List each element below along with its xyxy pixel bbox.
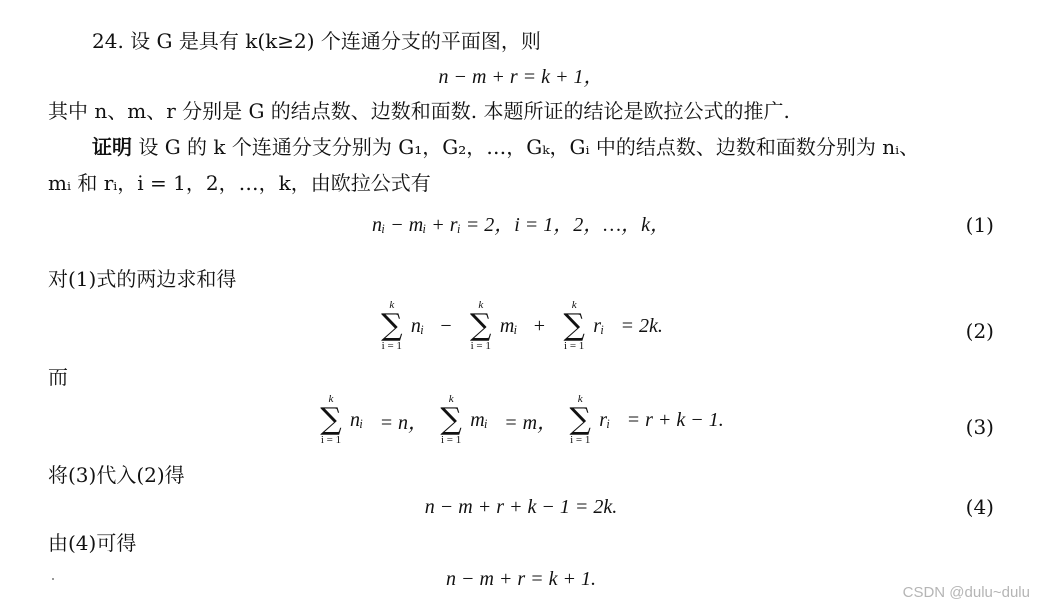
- op-minus: −: [440, 314, 452, 337]
- text-and: 而: [48, 365, 68, 389]
- op-plus: +: [533, 314, 546, 337]
- problem-formula: n − m + r = k + 1，: [438, 66, 604, 88]
- text-sum-both-sides: 对(1)式的两边求和得: [48, 267, 237, 291]
- equation-5: n − m + r = k + 1.: [445, 568, 597, 590]
- equation-2-rhs: = 2k.: [620, 314, 663, 337]
- equation-3-rhs-m: = m，: [504, 411, 558, 434]
- equation-4: n − m + r + k − 1 = 2k.: [424, 496, 618, 518]
- equation-3-rhs-n: = n，: [379, 411, 429, 434]
- term-n: nᵢ: [350, 408, 364, 431]
- watermark: CSDN @dulu~dulu: [902, 584, 1030, 601]
- text-conclude: 由(4)可得: [48, 531, 137, 555]
- equation-2-number: (2): [965, 319, 994, 343]
- equation-4-number: (4): [965, 495, 994, 519]
- summation-m: k ∑ i = 1: [470, 299, 492, 352]
- term-m: mᵢ: [499, 314, 518, 337]
- proof-text-1: 设 G 的 k 个连通分支分别为 G₁，G₂，…，Gₖ，Gᵢ 中的结点数、边数和面数分别为 nᵢ、: [138, 135, 920, 159]
- term-r: rᵢ: [599, 408, 611, 431]
- summation-m: k ∑ i = 1: [440, 393, 462, 446]
- term-n: nᵢ: [410, 314, 425, 337]
- proof-label: 证明: [92, 135, 132, 159]
- summation-n: k ∑ i = 1: [320, 393, 342, 446]
- problem-statement-line-2: 其中 n、m、r 分别是 G 的结点数、边数和面数. 本题所证的结论是欧拉公式的推广.: [48, 99, 790, 123]
- proof-line-2: mᵢ 和 rᵢ，i = 1，2，…，k，由欧拉公式有: [48, 171, 431, 195]
- equation-3-number: (3): [965, 415, 994, 439]
- equation-1: nᵢ − mᵢ + rᵢ = 2，i = 1，2，…，k，: [372, 214, 670, 236]
- scan-speck: [52, 578, 54, 580]
- term-r: rᵢ: [593, 314, 605, 337]
- summation-r: k ∑ i = 1: [563, 299, 585, 352]
- summation-n: k ∑ i = 1: [381, 299, 403, 352]
- equation-2: [0, 300, 1042, 352]
- term-m: mᵢ: [470, 408, 488, 431]
- summation-r: k ∑ i = 1: [569, 393, 591, 446]
- problem-statement: 设 G 是具有 k(k≥2) 个连通分支的平面图，则: [130, 29, 541, 53]
- equation-3-rhs-r: = r + k − 1.: [626, 408, 724, 431]
- text-substitute: 将(3)代入(2)得: [48, 463, 185, 487]
- problem-number: 24.: [92, 29, 124, 53]
- proof-line-1: [92, 134, 919, 160]
- problem-statement-line-1: [92, 28, 541, 54]
- equation-1-number: (1): [965, 213, 994, 237]
- equation-3: [0, 394, 1042, 446]
